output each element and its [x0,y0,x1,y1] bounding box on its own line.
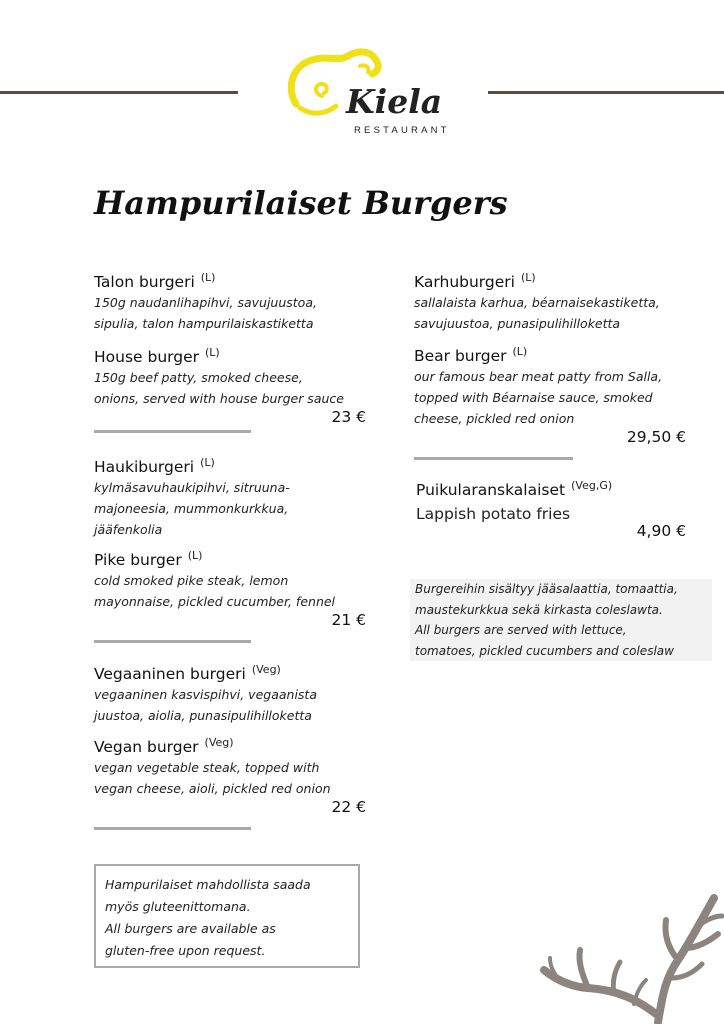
item-name-en: House burger $^{(L)}$ [94,346,220,366]
menu-item-pike-burger [94,546,335,612]
price-bear-burger: 29,50 € [626,428,686,446]
item-name-fi: Karhuburgeri $^{(L)}$ [414,271,536,291]
page-title: Hampurilaiset Burgers [94,184,508,222]
item-name-en: Pike burger $^{(L)}$ [94,549,203,569]
diet-tag: (L) [520,271,536,284]
logo-subtitle: RESTAURANT [354,125,450,136]
menu-item-puikularanskalaiset [416,476,612,525]
logo-name: Kiela [346,82,443,121]
menu-item-vegan-burger [94,733,331,799]
diet-tag: (Veg) [204,736,234,749]
item-name-en: Lappish potato fries [416,505,571,523]
section-divider [94,640,251,643]
diet-tag: (L) [205,346,220,359]
price-fries: 4,90 € [636,522,686,540]
item-desc-en: our famous bear meat patty from Salla, topped with Béarnaise sauce, smoked cheese, pickled red onion [414,369,663,426]
item-name-fi: Haukiburgeri $^{(L)}$ [94,456,215,476]
diet-tag: (L) [187,549,203,562]
item-name-fi: Talon burgeri $^{(L)}$ [94,271,216,291]
diet-tag: (Veg,G) [571,479,613,492]
section-divider [414,457,573,460]
menu-item-haukiburgeri [94,453,290,540]
diet-tag: (L) [200,456,215,469]
menu-item-karhuburgeri [414,268,660,334]
item-desc-en: 150g beef patty, smoked cheese, onions, served with house burger sauce [94,370,344,406]
item-desc-en: vegan vegetable steak, topped with vegan cheese, aioli, pickled red onion [94,760,331,796]
section-divider [94,827,251,830]
item-desc-en: cold smoked pike steak, lemon mayonnaise, pickled cucumber, fennel [94,573,336,609]
restaurant-logo [282,44,472,144]
menu-item-house-burger [94,343,344,409]
gluten-free-note: Hampurilaiset mahdollista saada myös gluteenittomana. All burgers are available as gluten-free upon request. [94,864,360,968]
item-desc-fi: vegaaninen kasvispihvi, vegaanista juustoa, aiolia, punasipulihilloketta [94,687,317,723]
item-name-en: Bear burger $^{(L)}$ [414,345,528,365]
menu-item-vegaaninen-burgeri [94,660,317,726]
section-divider [94,430,251,433]
price-house-burger: 23 € [331,408,366,426]
menu-item-talon-burgeri [94,268,317,334]
item-desc-fi: 150g naudanlihapihvi, savujuustoa, sipulia, talon hampurilaiskastiketta [94,295,317,331]
item-name-en: Vegan burger $^{(Veg)}$ [94,736,234,756]
antler-icon [538,890,724,1024]
side-dishes-note: Burgereihin sisältyy jääsalaattia, tomaattia, maustekurkkua sekä kirkasta coleslawta. All burgers are served with lettuce, tomatoes, pickled cucumbers and coleslaw [410,579,712,661]
diet-tag: (L) [200,271,216,284]
item-desc-fi: sallalaista karhua, béarnaisekastiketta, savujuustoa, punasipulihilloketta [414,295,660,331]
item-desc-fi: kylmäsavuhaukipihvi, sitruuna- majoneesia, mummonkurkkua, jääfenkolia [94,480,290,537]
header-rule-right [488,91,724,94]
menu-item-bear-burger [414,342,662,429]
price-pike-burger: 21 € [331,611,366,629]
diet-tag: (L) [512,345,528,358]
header-rule-left [0,91,238,94]
item-name-fi: Puikularanskalaiset $^{(Veg,G)}$ [416,479,613,499]
diet-tag: (Veg) [251,663,281,676]
item-name-fi: Vegaaninen burgeri $^{(Veg)}$ [94,663,281,683]
price-vegan-burger: 22 € [331,798,366,816]
